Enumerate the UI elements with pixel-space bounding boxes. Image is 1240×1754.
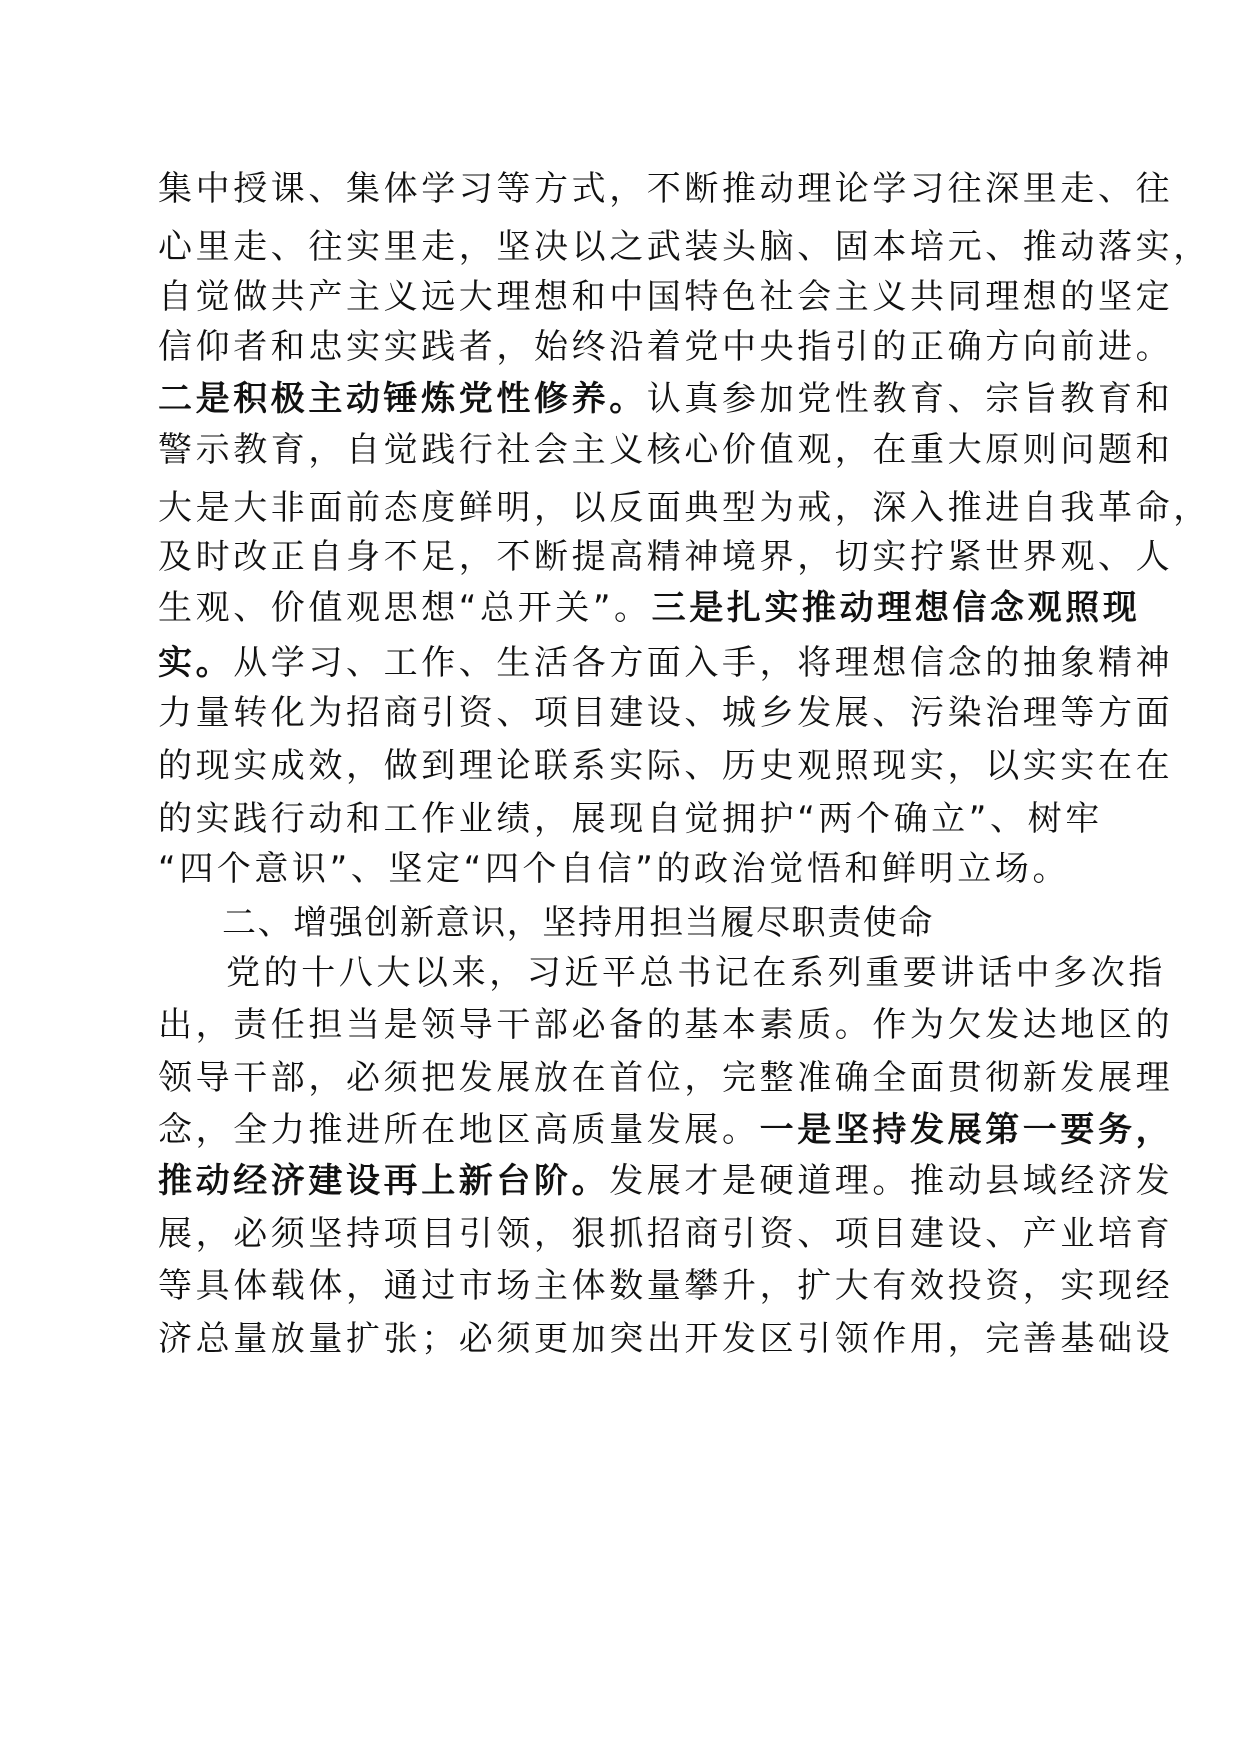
text-line	[158, 318, 1174, 376]
text-line	[158, 1101, 1174, 1159]
text-segment: 党的十八大以来，习近平总书记在系列重要讲话中多次指	[226, 953, 1166, 993]
text-line	[158, 1310, 1174, 1368]
text-line	[158, 579, 1141, 637]
text-line	[158, 1152, 1174, 1210]
text-segment: 信仰者和忠实实践者，始终沿着党中央指引的正确方向前进。	[158, 327, 1174, 367]
text-line	[158, 160, 1174, 218]
text-segment: 念，全力推进所在地区高质量发展。	[158, 1110, 760, 1150]
bold-heading-segment: 推动经济建设再上新台阶。	[158, 1161, 610, 1201]
text-segment: 力量转化为招商引资、项目建设、城乡发展、污染治理等方面	[158, 693, 1174, 733]
bold-heading-segment: 二是积极主动锤炼党性修养。	[158, 379, 647, 419]
text-segment: 等具体载体，通过市场主体数量攀升，扩大有效投资，实现经	[158, 1266, 1174, 1306]
text-segment: 警示教育，自觉践行社会主义核心价值观，在重大原则问题和	[158, 430, 1174, 470]
text-segment: 从学习、工作、生活各方面入手，将理想信念的抽象精神	[233, 643, 1174, 683]
bold-heading-segment: 三是扎实推动理想信念观照现	[651, 588, 1141, 628]
text-line	[158, 528, 1174, 586]
text-segment: 自觉做共产主义远大理想和中国特色社会主义共同理想的坚定	[158, 277, 1174, 317]
text-line	[158, 421, 1174, 479]
text-segment: 生观、价值观思想“总开关”。	[158, 588, 652, 628]
text-segment: 集中授课、集体学习等方式，不断推动理论学习往深里走、往	[158, 169, 1174, 209]
section-heading-text: 二、增强创新意识，坚持用担当履尽职责使命	[222, 903, 934, 943]
bold-heading-segment: 实。	[158, 643, 234, 683]
text-segment: 心里走、往实里走，坚决以之武装头脑、固本培元、推动落实，	[158, 227, 1211, 267]
paragraph-first-line	[226, 944, 1166, 1002]
text-line	[158, 996, 1174, 1054]
text-segment: 出，责任担当是领导干部必备的基本素质。作为欠发达地区的	[158, 1005, 1174, 1045]
text-segment: 认真参加党性教育、宗旨教育和	[646, 379, 1174, 419]
text-line	[158, 1257, 1174, 1315]
text-segment: 济总量放量扩张；必须更加突出开发区引领作用，完善基础设	[158, 1319, 1174, 1359]
text-segment: 的现实成效，做到理论联系实际、历史观照现实，以实实在在	[158, 746, 1174, 786]
text-line	[158, 1049, 1174, 1107]
text-segment: 发展才是硬道理。推动县域经济发	[609, 1161, 1174, 1201]
text-line	[158, 1205, 1174, 1263]
text-segment: 大是大非面前态度鲜明，以反面典型为戒，深入推进自我革命，	[158, 488, 1211, 528]
text-line	[158, 370, 1174, 428]
text-segment: 领导干部，必须把发展放在首位，完整准确全面贯彻新发展理	[158, 1058, 1174, 1098]
text-line	[158, 684, 1174, 742]
text-segment: “四个意识”、坚定“四个自信”的政治觉悟和鲜明立场。	[158, 849, 1071, 889]
text-line	[158, 737, 1174, 795]
text-segment: 及时改正自身不足，不断提高精神境界，切实拧紧世界观、人	[158, 537, 1174, 577]
text-segment: 的实践行动和工作业绩，展现自觉拥护“两个确立”、树牢	[158, 799, 1103, 839]
text-line	[158, 840, 1078, 898]
text-segment: 展，必须坚持项目引领，狠抓招商引资、项目建设、产业培育	[158, 1214, 1174, 1254]
bold-heading-segment: 一是坚持发展第一要务，	[759, 1110, 1174, 1150]
